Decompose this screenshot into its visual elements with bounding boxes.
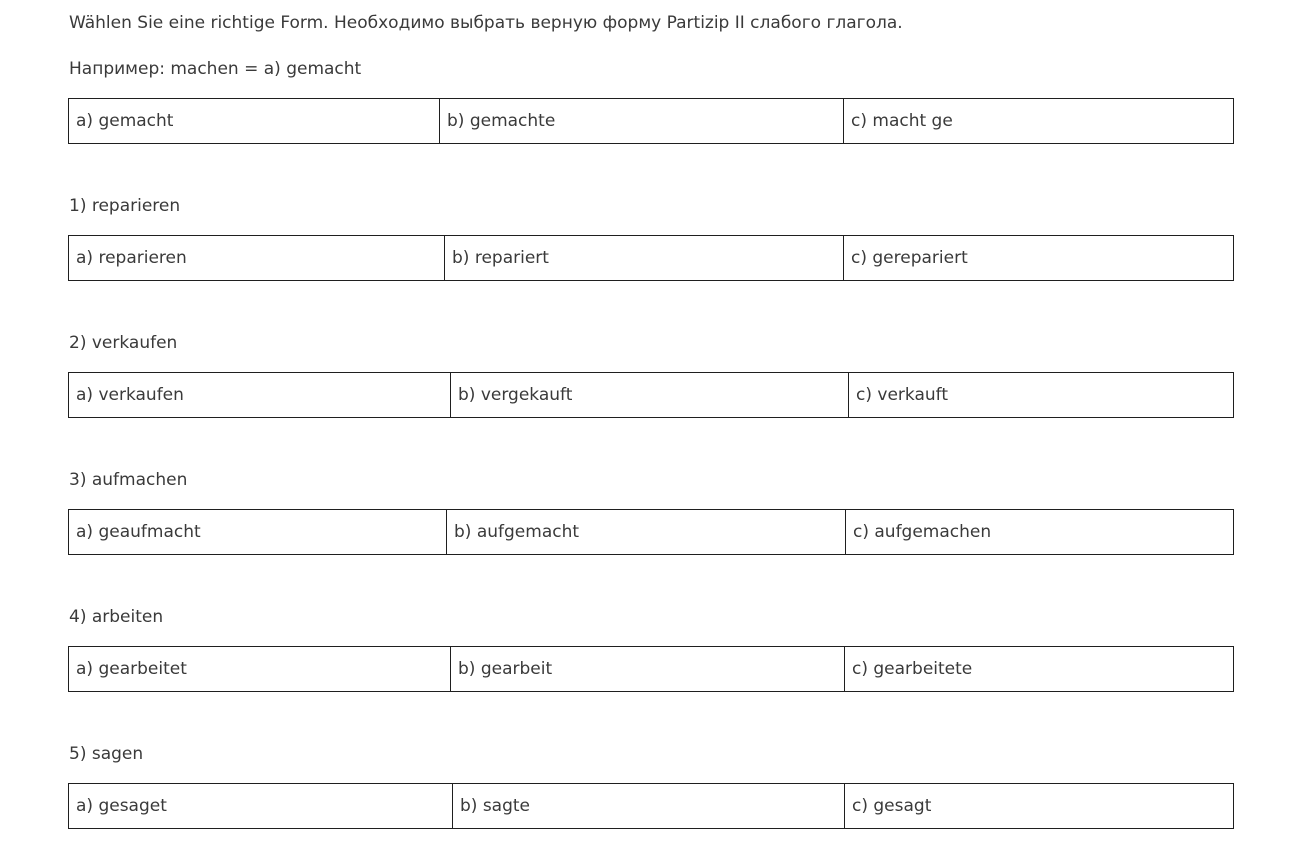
example-options-table — [68, 98, 1234, 144]
option-b[interactable]: b) vergekauft — [451, 373, 849, 418]
table-row — [69, 647, 1234, 692]
option-c[interactable]: c) gerepariert — [844, 236, 1234, 281]
option-c[interactable]: c) gearbeitete — [845, 647, 1234, 692]
option-a[interactable]: a) gemacht — [69, 99, 440, 144]
table-row — [69, 236, 1234, 281]
question-3-options-table — [68, 509, 1234, 555]
question-5-options-table — [68, 783, 1234, 829]
option-c[interactable]: c) gesagt — [845, 784, 1234, 829]
option-a[interactable]: a) gesaget — [69, 784, 453, 829]
question-2-options-table — [68, 372, 1234, 418]
option-c[interactable]: c) verkauft — [849, 373, 1234, 418]
question-5-prompt: 5) sagen — [69, 744, 144, 764]
option-b[interactable]: b) repariert — [445, 236, 844, 281]
question-1-options-table — [68, 235, 1234, 281]
option-a[interactable]: a) reparieren — [69, 236, 445, 281]
option-a[interactable]: a) geaufmacht — [69, 510, 447, 555]
table-row — [69, 510, 1234, 555]
option-c[interactable]: c) aufgemachen — [846, 510, 1234, 555]
option-a[interactable]: a) gearbeitet — [69, 647, 451, 692]
table-row — [69, 373, 1234, 418]
table-row — [69, 784, 1234, 829]
table-row — [69, 99, 1234, 144]
example-line: Например: machen = a) gemacht — [69, 59, 362, 79]
question-3-prompt: 3) aufmachen — [69, 470, 188, 490]
option-c[interactable]: c) macht ge — [844, 99, 1234, 144]
option-b[interactable]: b) gemachte — [440, 99, 844, 144]
option-b[interactable]: b) aufgemacht — [447, 510, 846, 555]
option-b[interactable]: b) sagte — [453, 784, 845, 829]
question-1-prompt: 1) reparieren — [69, 196, 181, 216]
instruction-text: Wählen Sie eine richtige Form. Необходимо выбрать верную форму Partizip II слабого глагола. — [69, 13, 903, 33]
option-b[interactable]: b) gearbeit — [451, 647, 845, 692]
question-2-prompt: 2) verkaufen — [69, 333, 178, 353]
question-4-options-table — [68, 646, 1234, 692]
question-4-prompt: 4) arbeiten — [69, 607, 164, 627]
option-a[interactable]: a) verkaufen — [69, 373, 451, 418]
